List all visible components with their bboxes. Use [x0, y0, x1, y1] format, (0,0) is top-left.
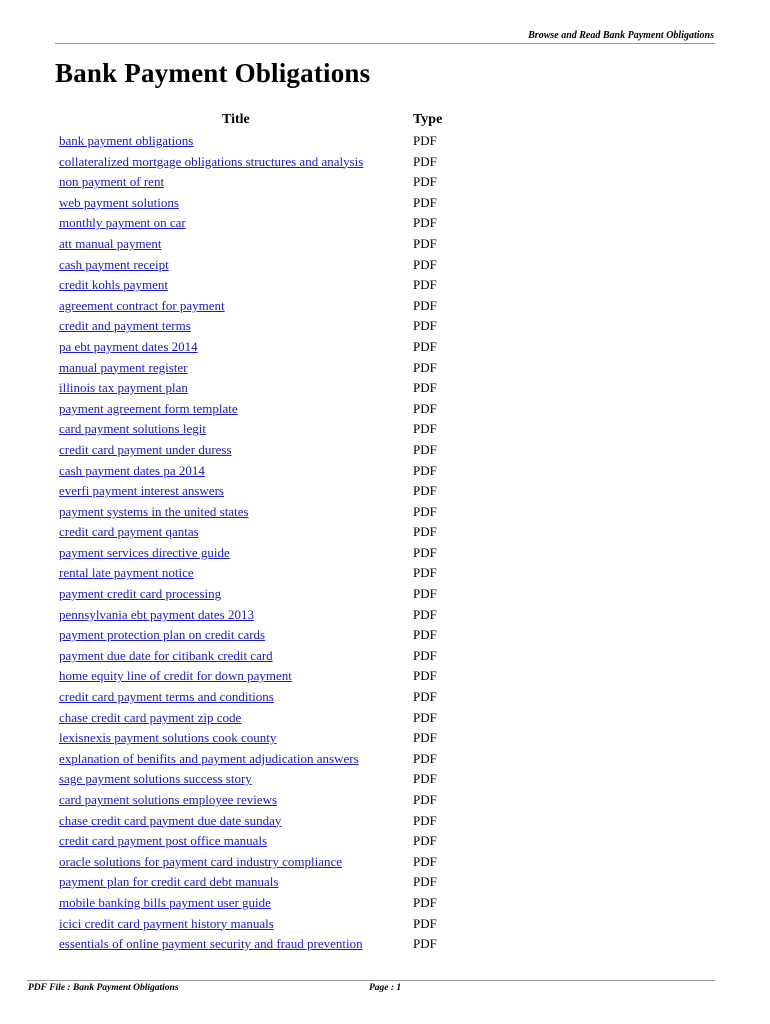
document-type: PDF	[413, 606, 437, 622]
document-link[interactable]: cash payment dates pa 2014	[59, 462, 205, 478]
document-link[interactable]: payment agreement form template	[59, 400, 238, 416]
document-type: PDF	[413, 894, 437, 910]
table-row	[0, 647, 770, 668]
document-type: PDF	[413, 277, 437, 293]
table-row	[0, 915, 770, 936]
document-type: PDF	[413, 400, 437, 416]
document-type: PDF	[413, 915, 437, 931]
document-type: PDF	[413, 730, 437, 746]
table-row	[0, 585, 770, 606]
document-type: PDF	[413, 421, 437, 437]
document-type: PDF	[413, 462, 437, 478]
document-link[interactable]: icici credit card payment history manuals	[59, 915, 274, 931]
document-link[interactable]: illinois tax payment plan	[59, 380, 188, 396]
document-type: PDF	[413, 750, 437, 766]
document-link[interactable]: sage payment solutions success story	[59, 771, 252, 787]
table-row	[0, 338, 770, 359]
document-link[interactable]: payment credit card processing	[59, 586, 222, 602]
document-type: PDF	[413, 874, 437, 890]
footer-file-label: PDF File : Bank Payment Obligations	[28, 983, 179, 993]
document-type: PDF	[413, 524, 437, 540]
document-type: PDF	[413, 709, 437, 725]
document-link[interactable]: essentials of online payment security and fraud prevention	[59, 936, 363, 952]
column-header-type: Type	[413, 112, 443, 127]
document-type: PDF	[413, 627, 437, 643]
table-row	[0, 276, 770, 297]
document-link[interactable]: cash payment receipt	[59, 256, 169, 272]
document-link[interactable]: oracle solutions for payment card industry compliance	[59, 853, 343, 869]
document-link[interactable]: card payment solutions legit	[59, 421, 206, 437]
table-row	[0, 173, 770, 194]
document-link[interactable]: payment systems in the united states	[59, 503, 249, 519]
document-type: PDF	[413, 318, 437, 334]
table-row	[0, 441, 770, 462]
table-row	[0, 688, 770, 709]
document-link[interactable]: non payment of rent	[59, 174, 165, 190]
table-row	[0, 791, 770, 812]
document-link[interactable]: everfi payment interest answers	[59, 483, 224, 499]
document-link[interactable]: rental late payment notice	[59, 565, 194, 581]
document-type: PDF	[413, 565, 437, 581]
table-row	[0, 214, 770, 235]
document-type: PDF	[413, 380, 437, 396]
document-link[interactable]: payment plan for credit card debt manuals	[59, 874, 279, 890]
table-row	[0, 400, 770, 421]
table-row	[0, 420, 770, 441]
table-row	[0, 194, 770, 215]
table-row	[0, 729, 770, 750]
document-type: PDF	[413, 936, 437, 952]
table-row	[0, 379, 770, 400]
table-header	[0, 112, 770, 132]
document-type: PDF	[413, 812, 437, 828]
table-row	[0, 709, 770, 730]
document-link[interactable]: lexisnexis payment solutions cook county	[59, 730, 277, 746]
table-row	[0, 812, 770, 833]
document-link[interactable]: credit card payment terms and conditions	[59, 689, 274, 705]
table-row	[0, 256, 770, 277]
document-link[interactable]: payment protection plan on credit cards	[59, 627, 266, 643]
document-type: PDF	[413, 297, 437, 313]
document-link[interactable]: home equity line of credit for down payment	[59, 668, 292, 684]
document-link[interactable]: manual payment register	[59, 359, 188, 375]
document-link[interactable]: pennsylvania ebt payment dates 2013	[59, 606, 254, 622]
document-link[interactable]: chase credit card payment due date sunday	[59, 812, 282, 828]
document-type: PDF	[413, 338, 437, 354]
page-title: Bank Payment Obligations	[55, 58, 371, 88]
document-link[interactable]: credit card payment under duress	[59, 441, 232, 457]
document-list	[0, 132, 770, 956]
document-link[interactable]: pa ebt payment dates 2014	[59, 338, 198, 354]
document-type: PDF	[413, 792, 437, 807]
table-row	[0, 482, 770, 503]
table-row	[0, 832, 770, 853]
table-row	[0, 132, 770, 153]
table-row	[0, 297, 770, 318]
table-row	[0, 317, 770, 338]
document-type: PDF	[413, 853, 437, 869]
document-link[interactable]: card payment solutions employee reviews	[59, 792, 278, 807]
document-type: PDF	[413, 544, 437, 560]
document-link[interactable]: credit card payment qantas	[59, 524, 199, 540]
document-link[interactable]: payment services directive guide	[59, 544, 230, 560]
running-header: Browse and Read Bank Payment Obligations	[528, 30, 714, 41]
document-type: PDF	[413, 441, 437, 457]
document-type: PDF	[413, 359, 437, 375]
document-link[interactable]: mobile banking bills payment user guide	[59, 894, 271, 910]
table-row	[0, 606, 770, 627]
document-type: PDF	[413, 256, 437, 272]
document-link[interactable]: chase credit card payment zip code	[59, 709, 242, 725]
document-type: PDF	[413, 174, 437, 190]
document-link[interactable]: monthly payment on car	[59, 215, 186, 231]
document-link[interactable]: web payment solutions	[59, 194, 179, 210]
table-row	[0, 462, 770, 483]
document-link[interactable]: agreement contract for payment	[59, 297, 225, 313]
document-type: PDF	[413, 194, 437, 210]
document-link[interactable]: payment due date for citibank credit card	[59, 647, 273, 663]
table-row	[0, 235, 770, 256]
document-type: PDF	[413, 771, 437, 787]
document-type: PDF	[413, 235, 437, 251]
table-row	[0, 894, 770, 915]
document-type: PDF	[413, 689, 437, 705]
table-row	[0, 153, 770, 174]
document-type: PDF	[413, 133, 437, 148]
table-row	[0, 564, 770, 585]
table-row	[0, 667, 770, 688]
document-type: PDF	[413, 586, 437, 602]
footer-divider	[27, 980, 715, 981]
header-divider	[55, 43, 715, 44]
table-row	[0, 544, 770, 565]
column-header-title: Title	[222, 112, 250, 127]
table-row	[0, 359, 770, 380]
document-type: PDF	[413, 647, 437, 663]
document-link[interactable]: explanation of benifits and payment adjudication answers	[59, 750, 359, 766]
table-row	[0, 503, 770, 524]
document-type: PDF	[413, 833, 437, 849]
document-link[interactable]: att manual payment	[59, 235, 162, 251]
document-link[interactable]: credit and payment terms	[59, 318, 191, 334]
document-type: PDF	[413, 503, 437, 519]
table-row	[0, 626, 770, 647]
document-link[interactable]: credit card payment post office manuals	[59, 833, 268, 849]
table-row	[0, 750, 770, 771]
document-link[interactable]: collateralized mortgage obligations structures and analysis	[59, 153, 364, 169]
table-row	[0, 770, 770, 791]
document-type: PDF	[413, 483, 437, 499]
document-link[interactable]: bank payment obligations	[59, 133, 194, 148]
table-row	[0, 873, 770, 894]
document-type: PDF	[413, 153, 437, 169]
table-row	[0, 935, 770, 956]
document-type: PDF	[413, 215, 437, 231]
table-row	[0, 853, 770, 874]
document-type: PDF	[413, 668, 437, 684]
page-number: Page : 1	[369, 983, 402, 993]
document-link[interactable]: credit kohls payment	[59, 277, 169, 293]
table-row	[0, 523, 770, 544]
